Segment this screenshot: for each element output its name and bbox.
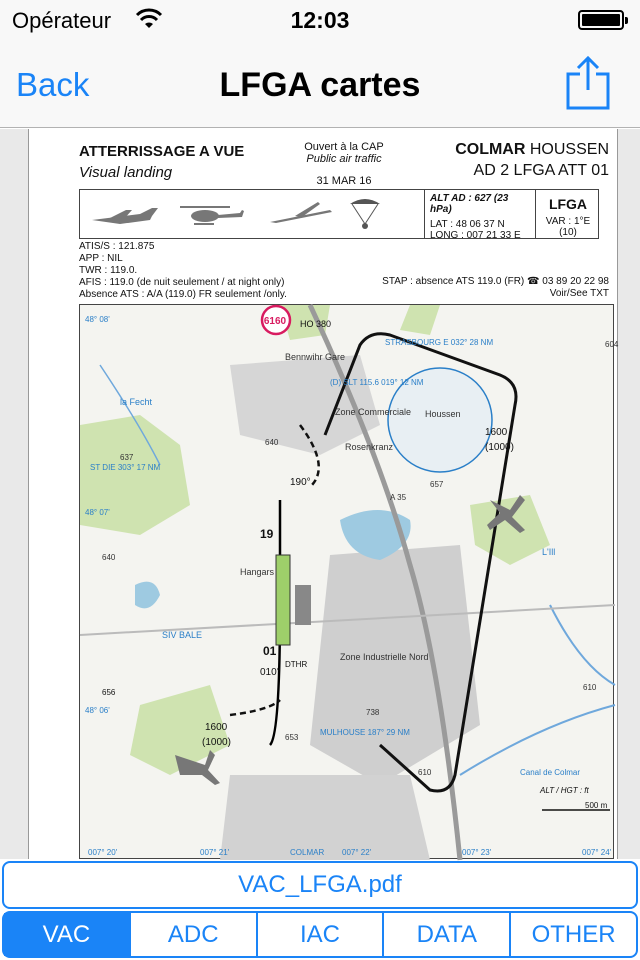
- vac-chart-page: [28, 129, 618, 859]
- lon-723: 007° 23': [462, 848, 492, 857]
- dthr-label: DTHR: [285, 660, 308, 669]
- chart-date: 31 MAR 16: [316, 175, 372, 187]
- longitude: LONG : 007 21 33 E: [430, 230, 521, 241]
- aircraft-types: [80, 190, 425, 238]
- river-ill: [550, 605, 615, 685]
- spot-656: 656: [102, 688, 116, 697]
- selestat-label: (D) SLT 115.6 019° 12 NM: [330, 378, 424, 387]
- colmar-label: COLMAR: [290, 848, 325, 857]
- forest-area: [470, 495, 550, 565]
- heading-010-label: 010°: [260, 667, 281, 678]
- siv-label: SIV BALE: [162, 630, 203, 640]
- magnetic-variation: VAR : 1°E (10): [545, 216, 591, 238]
- ho-label: HO 380: [300, 319, 332, 329]
- aerodrome-coordinates: [426, 190, 536, 241]
- spot-610: 610: [418, 768, 432, 777]
- lon-720: 007° 20': [88, 848, 118, 857]
- alt-6160: 6160: [263, 316, 287, 327]
- urban-area: [230, 355, 380, 455]
- clock-time: 12:03: [290, 7, 350, 33]
- title-french: ATTERRISSAGE A VUE: [79, 143, 245, 160]
- carrier-label: Opérateur: [12, 8, 112, 33]
- zone-industrielle-label: Zone Industrielle Nord: [340, 652, 429, 662]
- circuit-1000-label: (1000): [485, 442, 514, 453]
- departure-1000-label: (1000): [202, 737, 231, 748]
- absence-ats: Absence ATS : A/A (119.0) FR seulement /only.: [79, 289, 287, 300]
- alt-hgt-label: ALT / HGT : ft: [540, 786, 589, 795]
- strasbourg-label: STRASBOURG E 032° 28 NM: [385, 338, 494, 347]
- vac-map: [79, 304, 619, 859]
- zone-commerciale-label: Zone Commerciale: [335, 407, 412, 417]
- lat-4808: 48° 08': [85, 315, 110, 324]
- forest-area: [400, 305, 440, 335]
- mulhouse-label: MULHOUSE 187° 29 NM: [320, 728, 410, 737]
- airport-city: COLMAR: [455, 141, 526, 158]
- spot-640: 640: [265, 438, 279, 447]
- aerodrome-info-box: [79, 189, 599, 239]
- tab-adc[interactable]: ADC: [131, 913, 258, 956]
- afis-frequency: AFIS : 119.0 (de nuit seulement / at night only): [79, 277, 285, 288]
- hangars-label: Hangars: [240, 567, 275, 577]
- spot-738: 738: [366, 708, 380, 717]
- atis-frequency: ATIS/S : 121.875: [79, 241, 155, 252]
- share-icon[interactable]: [566, 54, 610, 110]
- spot-640: 640: [102, 553, 116, 562]
- tab-vac[interactable]: VAC: [4, 913, 131, 956]
- airport-name: HOUSSEN: [529, 141, 609, 158]
- see-text: Voir/See TXT: [549, 288, 609, 299]
- lat-4807: 48° 07': [85, 508, 110, 517]
- circuit-1600-label: 1600: [485, 427, 508, 438]
- tab-other[interactable]: OTHER: [531, 921, 616, 948]
- glider-icon: [270, 202, 332, 223]
- spot-657: 657: [430, 480, 444, 489]
- lon-722: 007° 22': [342, 848, 372, 857]
- file-name-button[interactable]: VAC_LFGA.pdf: [2, 861, 638, 909]
- spot-653: 653: [285, 733, 299, 742]
- lon-724: 007° 24': [582, 848, 612, 857]
- canal: [460, 705, 615, 775]
- runway: [276, 555, 290, 645]
- tab-data[interactable]: DATA: [384, 913, 511, 956]
- airport-header: [455, 141, 609, 180]
- spot-637: 637: [120, 453, 134, 462]
- chart-title: [79, 143, 244, 181]
- icao-code: LFGA: [548, 196, 588, 212]
- runway-01-label: 01: [263, 644, 277, 658]
- latitude: LAT : 48 06 37 N: [430, 219, 505, 230]
- spot-610: 610: [583, 683, 597, 692]
- departure-1600-label: 1600: [205, 722, 228, 733]
- traffic-info: [269, 141, 419, 187]
- title-english: Visual landing: [79, 164, 173, 181]
- st-die-label: ST DIE 303° 17 NM: [90, 463, 161, 472]
- back-button[interactable]: Back: [16, 66, 90, 103]
- departure-dashed: [230, 700, 280, 715]
- twr-frequency: TWR : 119.0.: [79, 265, 138, 276]
- urban-area: [220, 775, 430, 860]
- stap-text: STAP : absence ATS 119.0 (FR) ☎ 03 89 20 22 98: [382, 276, 609, 287]
- urban-area: [310, 545, 480, 785]
- battery-icon: [578, 10, 624, 30]
- bennwihr-label: Bennwihr Gare: [285, 352, 346, 362]
- navigation-bar: [0, 40, 640, 128]
- lake: [135, 582, 160, 609]
- houssen-label: Houssen: [425, 409, 461, 419]
- apron: [295, 585, 311, 625]
- traffic-french: Ouvert à la CAP: [304, 141, 384, 153]
- paraglider-icon: [350, 199, 380, 229]
- ill-label: L'Ill: [542, 547, 556, 557]
- lon-721: 007° 21': [200, 848, 230, 857]
- heading-190-label: 190°: [290, 477, 311, 488]
- runway-19-label: 19: [260, 527, 274, 541]
- tab-iac[interactable]: IAC: [258, 913, 385, 956]
- page-title: LFGA cartes: [219, 66, 421, 104]
- airplane-icon: [92, 208, 158, 224]
- lat-4806: 48° 06': [85, 706, 110, 715]
- frequencies: [79, 241, 287, 301]
- a35-label: A 35: [390, 493, 407, 502]
- status-bar: [0, 0, 640, 40]
- app-frequency: APP : NIL: [79, 253, 123, 264]
- traffic-english: Public air traffic: [306, 153, 382, 165]
- stap-info: [382, 276, 609, 300]
- scale-label: 500 m: [585, 801, 608, 810]
- fecht-label: la Fecht: [120, 397, 153, 407]
- doc-reference: AD 2 LFGA ATT 01: [473, 162, 609, 179]
- forest-area: [80, 415, 190, 535]
- aerodrome-ident: [537, 190, 599, 238]
- aerodrome-altitude: ALT AD : 627 (23 hPa): [430, 193, 509, 215]
- canal-label: Canal de Colmar: [520, 768, 581, 777]
- spot-604: 604: [605, 340, 619, 349]
- pdf-viewer[interactable]: [0, 129, 640, 859]
- rosenkranz-label: Rosenkranz: [345, 442, 394, 452]
- helicopter-icon: [180, 207, 244, 224]
- segmented-tabs: [2, 911, 638, 958]
